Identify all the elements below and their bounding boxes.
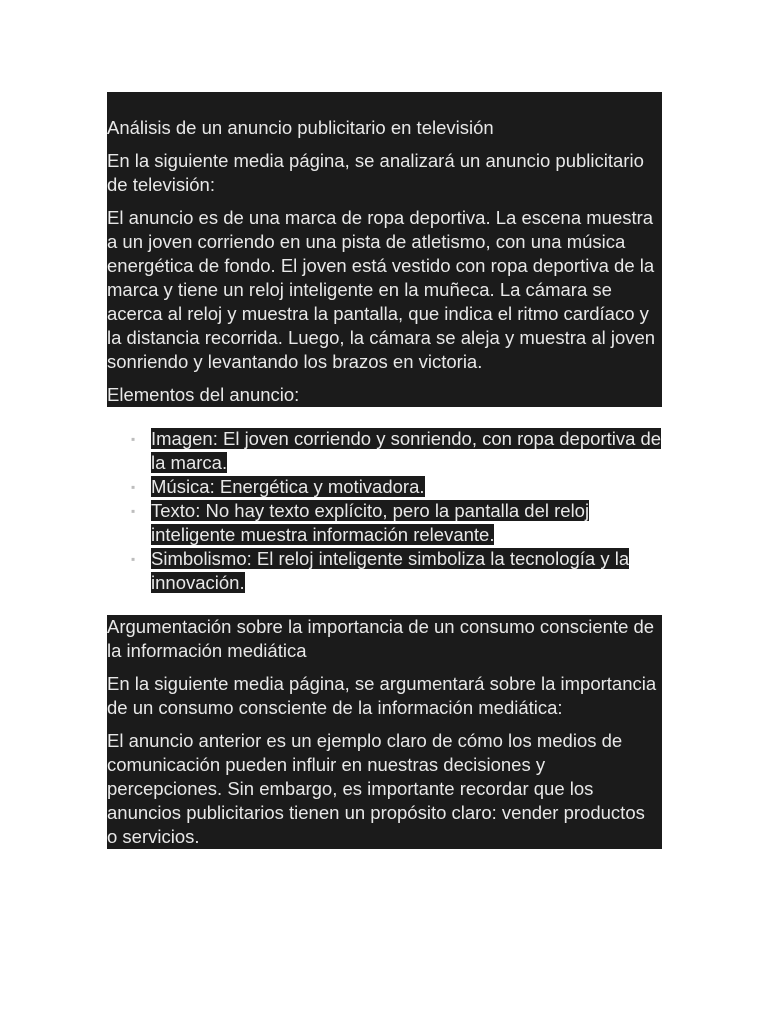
document-page — [107, 92, 662, 849]
list-item-text: Texto: No hay texto explícito, pero la pantalla del reloj inteligente muestra información relevante. — [151, 500, 590, 545]
list-item-text: Imagen: El joven corriendo y sonriendo, con ropa deportiva de la marca. — [151, 428, 662, 473]
list-item-text: Música: Energética y motivadora. — [151, 476, 425, 497]
argument-section — [107, 615, 662, 849]
analysis-title: Análisis de un anuncio publicitario en televisión — [107, 117, 494, 138]
list-item — [131, 547, 662, 595]
bullet-icon: ▪ — [131, 504, 136, 518]
bullet-icon: ▪ — [131, 432, 136, 446]
list-item-text: Simbolismo: El reloj inteligente simboliza la tecnología y la innovación. — [151, 548, 630, 593]
bullet-icon: ▪ — [131, 480, 136, 494]
analysis-description: El anuncio es de una marca de ropa deportiva. La escena muestra a un joven corriendo en una pista de atletismo, con una música energética de fondo. El joven está vestido con ropa deportiva de la marca y tiene un reloj inteligente en la muñeca. La cámara se acerca al reloj y muestra la pantalla, que indica el ritmo cardíaco y la distancia recorrida. Luego, la cámara se aleja y muestra al joven sonriendo y levantando los brazos en victoria. — [107, 207, 656, 372]
elements-heading: Elementos del anuncio: — [107, 384, 300, 405]
bullet-icon: ▪ — [131, 552, 136, 566]
list-item — [131, 475, 662, 499]
list-item — [131, 499, 662, 547]
argument-title: Argumentación sobre la importancia de un consumo consciente de la información mediática — [107, 616, 655, 661]
argument-body: El anuncio anterior es un ejemplo claro de cómo los medios de comunicación pueden influir en nuestras decisiones y percepciones. Sin embargo, es importante recordar que los anuncios publicitarios tienen un propósito claro: vender productos o servicios. — [107, 730, 645, 847]
analysis-intro: En la siguiente media página, se analizará un anuncio publicitario de televisión: — [107, 150, 644, 195]
analysis-section — [107, 92, 662, 407]
list-item — [131, 427, 662, 475]
argument-intro: En la siguiente media página, se argumentará sobre la importancia de un consumo consciente de la información mediática: — [107, 673, 657, 718]
elements-list — [107, 427, 662, 595]
